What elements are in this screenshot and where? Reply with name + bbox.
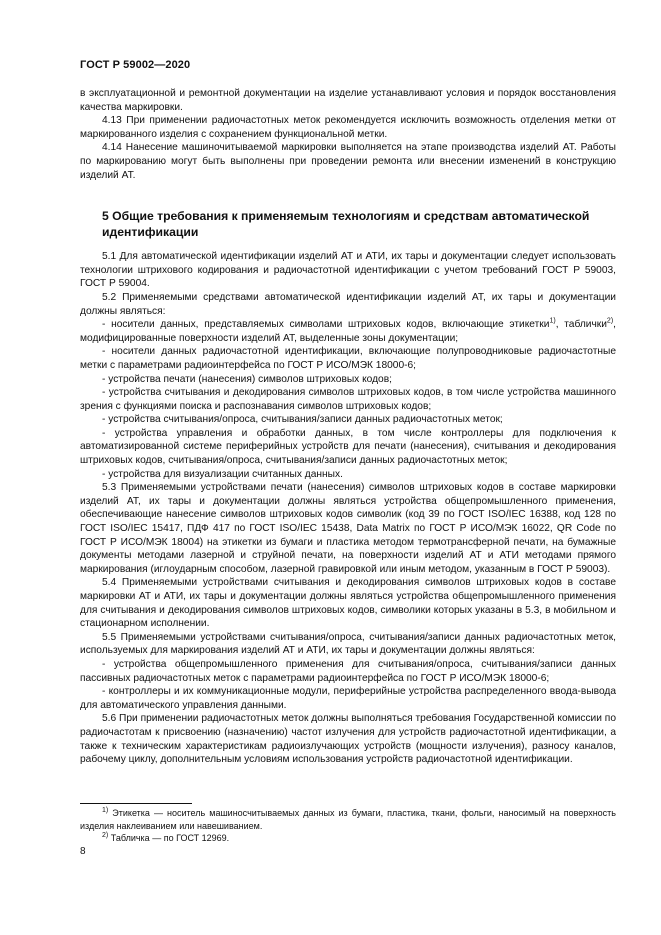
list-item-text: , таблички — [555, 319, 607, 331]
document-header: ГОСТ Р 59002—2020 — [80, 59, 191, 71]
paragraph-5-3: 5.3 Применяемыми устройствами печати (нанесения) символов штриховых кодов в составе маркировки изделий АТ, их тары и документации должны являться устройства общепромышленного применения, обеспечивающие нанесение символов штриховых кодов символик (код 39 по ГОСТ ISO/IEC 16388, код 128 по ГОСТ ISO/IEC 15417, ПДФ 417 по ГОСТ ISO/IEC 15438, Data Matrix по ГОСТ Р ИСО/МЭК 16022, QR Code по ГОСТ Р ИСО/МЭК 18004) на этикетки из бумаги и пластика методом термотрансферной печати, на бумажные документы методами лазерной и струйной печати, на поверхности изделий АТ и АТИ методами прямого маркирования (иглоударным способом, лазерной гравировкой или иным методом, указанным в ГОСТ Р 59003). — [80, 482, 616, 575]
paragraph-4-13: 4.13 При применении радиочастотных меток рекомендуется исключить возможность отделения метки от маркированного изделия с сохранением функциональной метки. — [80, 115, 616, 140]
footnote-1 — [80, 807, 616, 832]
paragraph-5-1: 5.1 Для автоматической идентификации изделий АТ и АТИ, их тары и документации следует использовать технологии штрихового кодирования и радиочастотной идентификации с учетом требований ГОСТ Р 59003, ГОСТ Р 59004. — [80, 251, 616, 290]
list-item-printing-devices: - устройства печати (нанесения) символов штриховых кодов; — [102, 373, 392, 385]
footnote-separator — [80, 803, 192, 804]
list-item-rfid-readers: - устройства считывания/опроса, считывания/записи данных радиочастотных меток; — [102, 414, 503, 426]
list-item-visualization-devices: - устройства для визуализации считанных данных. — [102, 468, 343, 480]
footnote-text-1: Этикетка — носитель машиносчитываемых данных из бумаги, пластика, ткани, фольги, наносимый на поверхность изделия наклеиванием или навешиванием. — [80, 808, 616, 831]
list-item-control-devices: - устройства управления и обработки данных, в том числе контроллеры для подключения к автоматизированной системе периферийных устройств для печати (нанесения), считывания и декодирования штриховых кодов, считывания/опроса, считывания/записи данных радиочастотных меток; — [80, 427, 616, 467]
list-item-text: , модифицированные поверхности изделий АТ, выделенные зоны документации; — [80, 319, 616, 344]
footnote-text-2: Табличка — по ГОСТ 12969. — [108, 833, 230, 843]
paragraph-5-5: 5.5 Применяемыми устройствами считывания/опроса, считывания/записи данных радиочастотных меток, используемых для маркирования изделий АТ и АТИ, их тары и документации должны являться: — [80, 631, 616, 657]
paragraph-5-4: 5.4 Применяемыми устройствами считывания и декодирования символов штриховых кодов в составе маркировки АТ и АТИ, их тары и документации должны являться устройства общепромышленного применения для считывания и декодирования символов штриховых кодов, символики которых указаны в 5.3, в мобильном и стационарном исполнении. — [80, 577, 616, 630]
footnote-mark-2: 2) — [102, 832, 109, 839]
list-item-text: - носители данных, представляемых символами штриховых кодов, включающие этикетки — [102, 319, 550, 331]
footnote-mark-1: 1) — [102, 807, 109, 814]
footnote-2 — [80, 832, 616, 845]
page-number: 8 — [80, 846, 86, 857]
section-5-heading: 5 Общие требования к применяемым технологиям и средствам автоматической идентификации — [102, 209, 590, 239]
document-body — [80, 87, 616, 767]
footnote-ref-1: 1) — [549, 317, 556, 325]
paragraph-5-6: 5.6 При применении радиочастотных меток должны выполняться требования Государственной комиссии по радиочастотам к присвоению (назначению) частот излучения для устройств радиочастотной идентификации, а также к техническим характеристикам радиоизлучающих устройств (мощности излучения), разносу каналов, рабочему циклу, дополнительным условиям использования устройств радиочастотной идентификации. — [80, 713, 616, 766]
list-item-reading-devices: - устройства считывания и декодирования символов штриховых кодов, в том числе устройства машинного зрения с функциями поиска и распознавания символов штриховых кодов; — [80, 387, 616, 412]
list-item-general-rfid-devices: - устройства общепромышленного применения для считывания/опроса, считывания/записи данных пассивных радиочастотных меток с параметрами радиоинтерфейса по ГОСТ Р ИСО/МЭК 18000-6; — [80, 658, 616, 684]
list-item-rfid-carriers: - носители данных радиочастотной идентификации, включающие полупроводниковые радиочастотные метки с параметрами радиоинтерфейса по ГОСТ Р ИСО/МЭК 18000-6; — [80, 346, 616, 371]
paragraph-5-2: 5.2 Применяемыми средствами автоматической идентификации изделий АТ, их тары и документации должны являться: — [80, 291, 616, 317]
list-item-data-carriers — [80, 318, 616, 345]
footnote-ref-2: 2) — [606, 317, 614, 325]
list-item-controllers: - контроллеры и их коммуникационные модули, периферийные устройства распределенного ввода-вывода для автоматического управления данными. — [80, 686, 616, 711]
paragraph-4-14: 4.14 Нанесение машиночитываемой маркировки выполняется на этапе производства изделий АТ. Работы по маркированию могут быть выполнены при проведении ремонта или внесении изменений в конструкцию изделий АТ. — [80, 142, 616, 181]
footnotes — [80, 807, 616, 845]
paragraph-continuation: в эксплуатационной и ремонтной документации на изделие устанавливают условия и порядок восстановления качества маркировки. — [80, 88, 616, 113]
